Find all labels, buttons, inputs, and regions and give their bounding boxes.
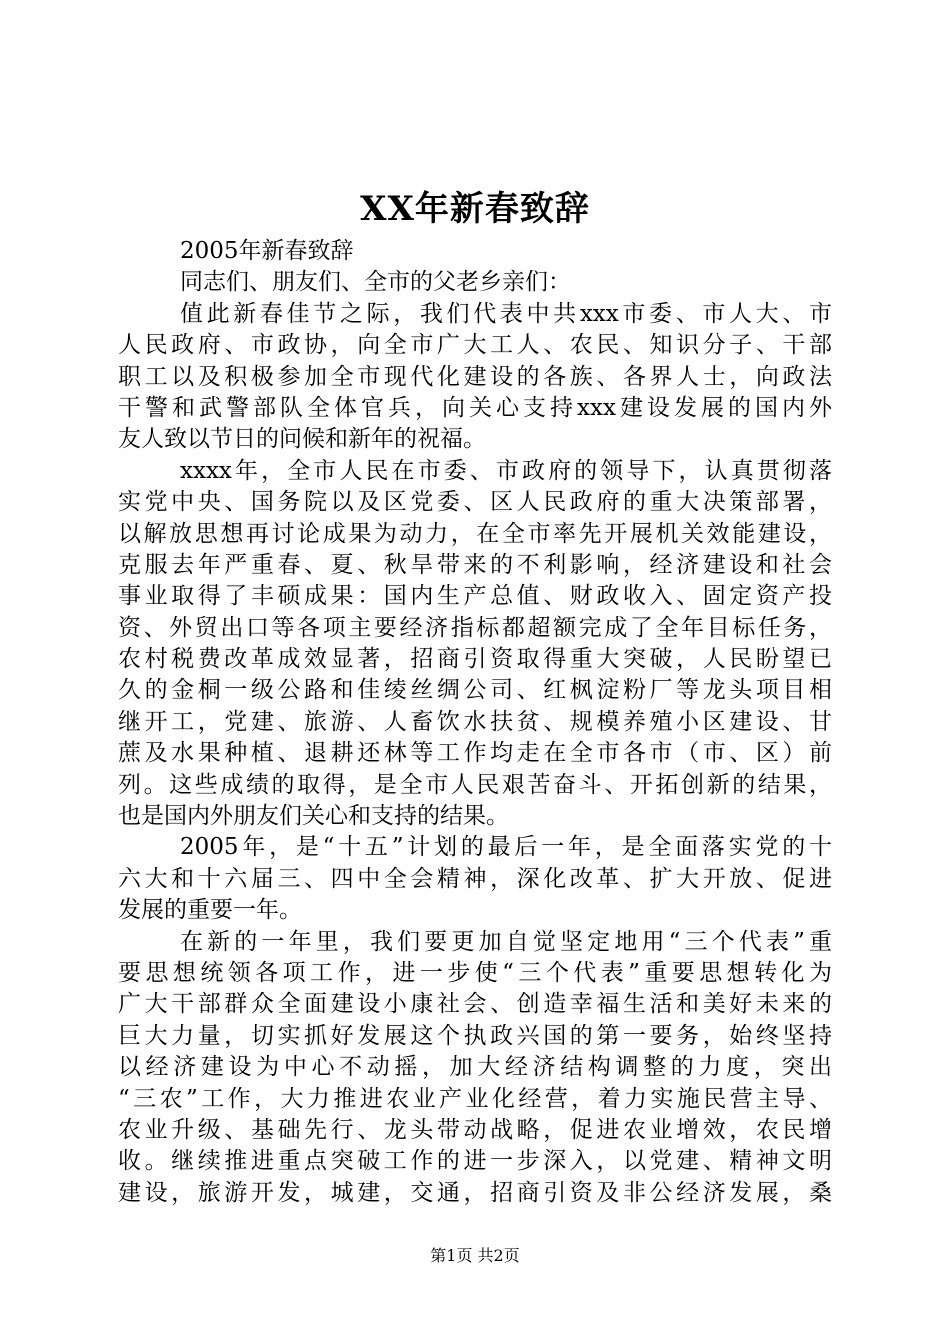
- body-line: 要思想统领各项工作，进一步使“三个代表”重要思想转化为: [118, 959, 832, 986]
- body-line: 六大和十六届三、四中全会精神，深化改革、扩大开放、促进: [118, 865, 832, 892]
- body-line: 以解放思想再讨论成果为动力，在全市率先开展机关效能建设，: [118, 520, 832, 547]
- body-line: 同志们、朋友们、全市的父老乡亲们：: [180, 269, 571, 296]
- body-line: 实党中央、国务院以及区党委、区人民政府的重大决策部署，: [118, 489, 832, 516]
- body-line: 以经济建设为中心不动摇，加大经济结构调整的力度，突出: [118, 1054, 832, 1081]
- body-line: 蔗及水果种植、退耕还林等工作均走在全市各市（市、区）前: [118, 740, 832, 767]
- body-line: xxxx年，全市人民在市委、市政府的领导下，认真贯彻落: [180, 457, 832, 484]
- body-line: 久的金桐一级公路和佳绫丝绸公司、红枫淀粉厂等龙头项目相: [118, 677, 832, 704]
- body-line: 农业升级、基础先行、龙头带动战略，促进农业增效，农民增: [118, 1116, 832, 1143]
- body-line: 克服去年严重春、夏、秋旱带来的不利影响，经济建设和社会: [118, 551, 832, 578]
- body-line: 值此新春佳节之际，我们代表中共xxx市委、市人大、市: [180, 300, 832, 327]
- body-line: 2005年，是“十五”计划的最后一年，是全面落实党的十: [180, 834, 832, 861]
- body-line: 在新的一年里，我们要更加自觉坚定地用“三个代表”重: [180, 928, 832, 955]
- body-line: “三农”工作，大力推进农业产业化经营，着力实施民营主导、: [118, 1085, 832, 1112]
- body-line: 事业取得了丰硕成果：国内生产总值、财政收入、固定资产投: [118, 583, 832, 610]
- body-line: 发展的重要一年。: [118, 897, 302, 924]
- document-title: XX年新春致辞: [360, 189, 590, 229]
- body-line: 收。继续推进重点突破工作的进一步深入，以党建、精神文明: [118, 1148, 832, 1175]
- body-line: 农村税费改革成效显著，招商引资取得重大突破，人民盼望已: [118, 646, 832, 673]
- body-line: 干警和武警部队全体官兵，向关心支持xxx建设发展的国内外: [118, 394, 832, 421]
- body-line: 友人致以节日的问候和新年的祝福。: [118, 426, 486, 453]
- page-indicator: 第1页 共2页: [430, 1246, 520, 1265]
- body-line: 继开工，党建、旅游、人畜饮水扶贫、规模养殖小区建设、甘: [118, 708, 832, 735]
- body-line: 资、外贸出口等各项主要经济指标都超额完成了全年目标任务，: [118, 614, 832, 641]
- body-line: 人民政府、市政协，向全市广大工人、农民、知识分子、干部: [118, 332, 832, 359]
- body-line: 建设，旅游开发，城建，交通，招商引资及非公经济发展，桑: [118, 1179, 832, 1206]
- body-line: 职工以及积极参加全市现代化建设的各族、各界人士，向政法: [118, 363, 832, 390]
- body-line: 巨大力量，切实抓好发展这个执政兴国的第一要务，始终坚持: [118, 1022, 832, 1049]
- document-body: [118, 236, 832, 1209]
- body-line: 广大干部群众全面建设小康社会、创造幸福生活和美好未来的: [118, 991, 832, 1018]
- body-line: 也是国内外朋友们关心和支持的结果。: [118, 803, 509, 830]
- body-line: 2005年新春致辞: [180, 238, 354, 264]
- body-line: 列。这些成绩的取得，是全市人民艰苦奋斗、开拓创新的结果，: [118, 771, 832, 798]
